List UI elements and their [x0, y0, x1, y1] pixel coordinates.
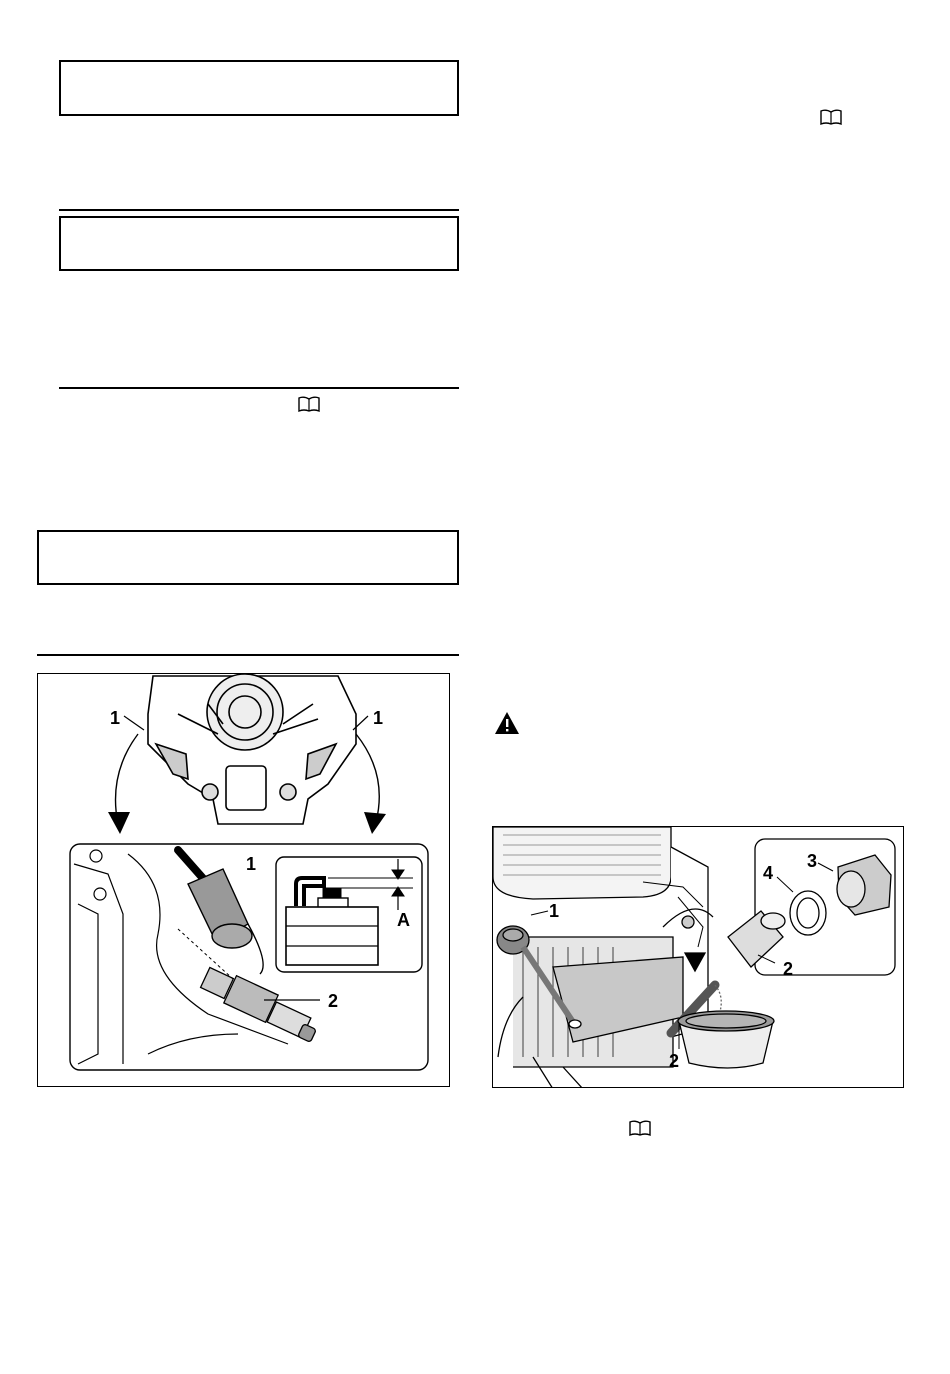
- callout-1-detail: 1: [246, 854, 257, 874]
- callout-2-hose: 2: [669, 1051, 680, 1071]
- notice-box-2: [59, 216, 459, 271]
- oil-pan-illustration: [678, 1011, 774, 1068]
- callout-2-plug: 2: [328, 991, 339, 1011]
- warning-triangle-icon: [494, 711, 520, 735]
- callout-4-washer: 4: [763, 863, 774, 883]
- section-divider-2: [59, 387, 459, 389]
- manual-reference-icon: [629, 1120, 651, 1136]
- callout-1-left: 1: [110, 708, 121, 728]
- section-divider-3: [37, 654, 459, 656]
- engine-top-illustration: [148, 674, 356, 824]
- notice-box-1: [59, 60, 459, 116]
- callout-1-dipstick: 1: [549, 901, 560, 921]
- manual-reference-icon: [298, 396, 320, 412]
- callout-2-cap: 2: [783, 959, 794, 979]
- callout-3-plug: 3: [807, 851, 818, 871]
- engine-illustration: [493, 827, 713, 1088]
- section-divider-1: [59, 209, 459, 211]
- callout-1-right: 1: [373, 708, 384, 728]
- notice-box-3: [37, 530, 459, 585]
- spark-plug-figure: [37, 673, 450, 1087]
- callout-a-gap: A: [397, 910, 410, 930]
- manual-reference-icon: [820, 109, 842, 125]
- oil-drain-figure: [492, 826, 904, 1088]
